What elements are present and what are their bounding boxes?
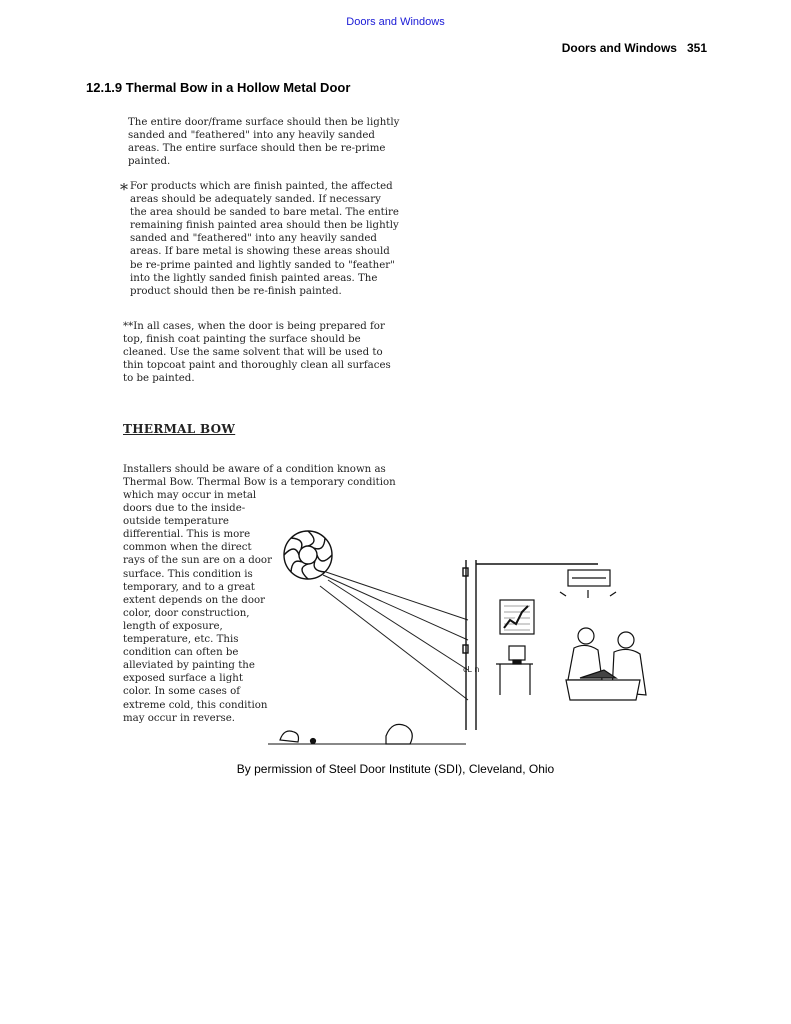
- paragraph-all-cases: **In all cases, when the door is being prepared for top, finish coat painting the surface should be cleaned. Use the same solvent that will be used to thin topcoat paint and thoroughly clean all surfaces to be painted.: [123, 321, 391, 385]
- sun-icon: [284, 531, 332, 579]
- top-link[interactable]: Doors and Windows: [346, 16, 445, 28]
- paragraph-thermal-bow-lead: Installers should be aware of a condition known as Thermal Bow. Thermal Bow is a temporary condition: [123, 464, 396, 489]
- illustration-label: cL n: [463, 665, 480, 674]
- thermal-bow-heading: THERMAL BOW: [123, 422, 236, 436]
- figure-caption: By permission of Steel Door Institute (SDI), Cleveland, Ohio: [236, 762, 555, 776]
- shrubs-icon: [280, 724, 412, 744]
- paragraph-resanding: The entire door/frame surface should then be lightly sanded and "feathered" into any heavily sanded areas. The entire surface should then be re-prime painted.: [128, 117, 400, 168]
- running-head-title: Doors and Windows: [561, 41, 677, 55]
- thermal-bow-illustration: [268, 520, 698, 760]
- running-head: [562, 41, 707, 55]
- office-workers-icon: [566, 628, 646, 700]
- desk-icon: [496, 646, 533, 695]
- paragraph-thermal-bow-body: which may occur in metal doors due to the inside-outside temperature differential. This is more common when the direct rays of the sun are on a door surface. This condition is temporary, and to a great extent depends on the door color, door construction, length of exposure, temperature, etc. This condition can often be alleviated by painting the exposed surface a light color. In some cases of extreme cold, this condition may occur in reverse.: [123, 490, 272, 724]
- paragraph-finish-painted: For products which are finish painted, the affected areas should be adequately sanded. If necessary the area should be sanded to bare metal. The entire remaining finish painted area should then be lightly sanded and "feathered" into any heavily sanded areas. If bare metal is showing these areas should be re-prime painted and lightly sanded to "feather" into the lightly sanded finish painted areas. The product should then be re-finish painted.: [130, 181, 399, 297]
- bullet-item-finish-painted: [120, 180, 400, 298]
- air-conditioner-icon: [560, 570, 616, 598]
- page-number: 351: [686, 41, 707, 55]
- wall-chart-icon: [500, 600, 534, 634]
- section-title: 12.1.9 Thermal Bow in a Hollow Metal Door: [86, 80, 351, 95]
- scanned-figure: [118, 110, 698, 750]
- bullet-marker: *: [120, 180, 128, 199]
- sun-rays: [320, 572, 468, 700]
